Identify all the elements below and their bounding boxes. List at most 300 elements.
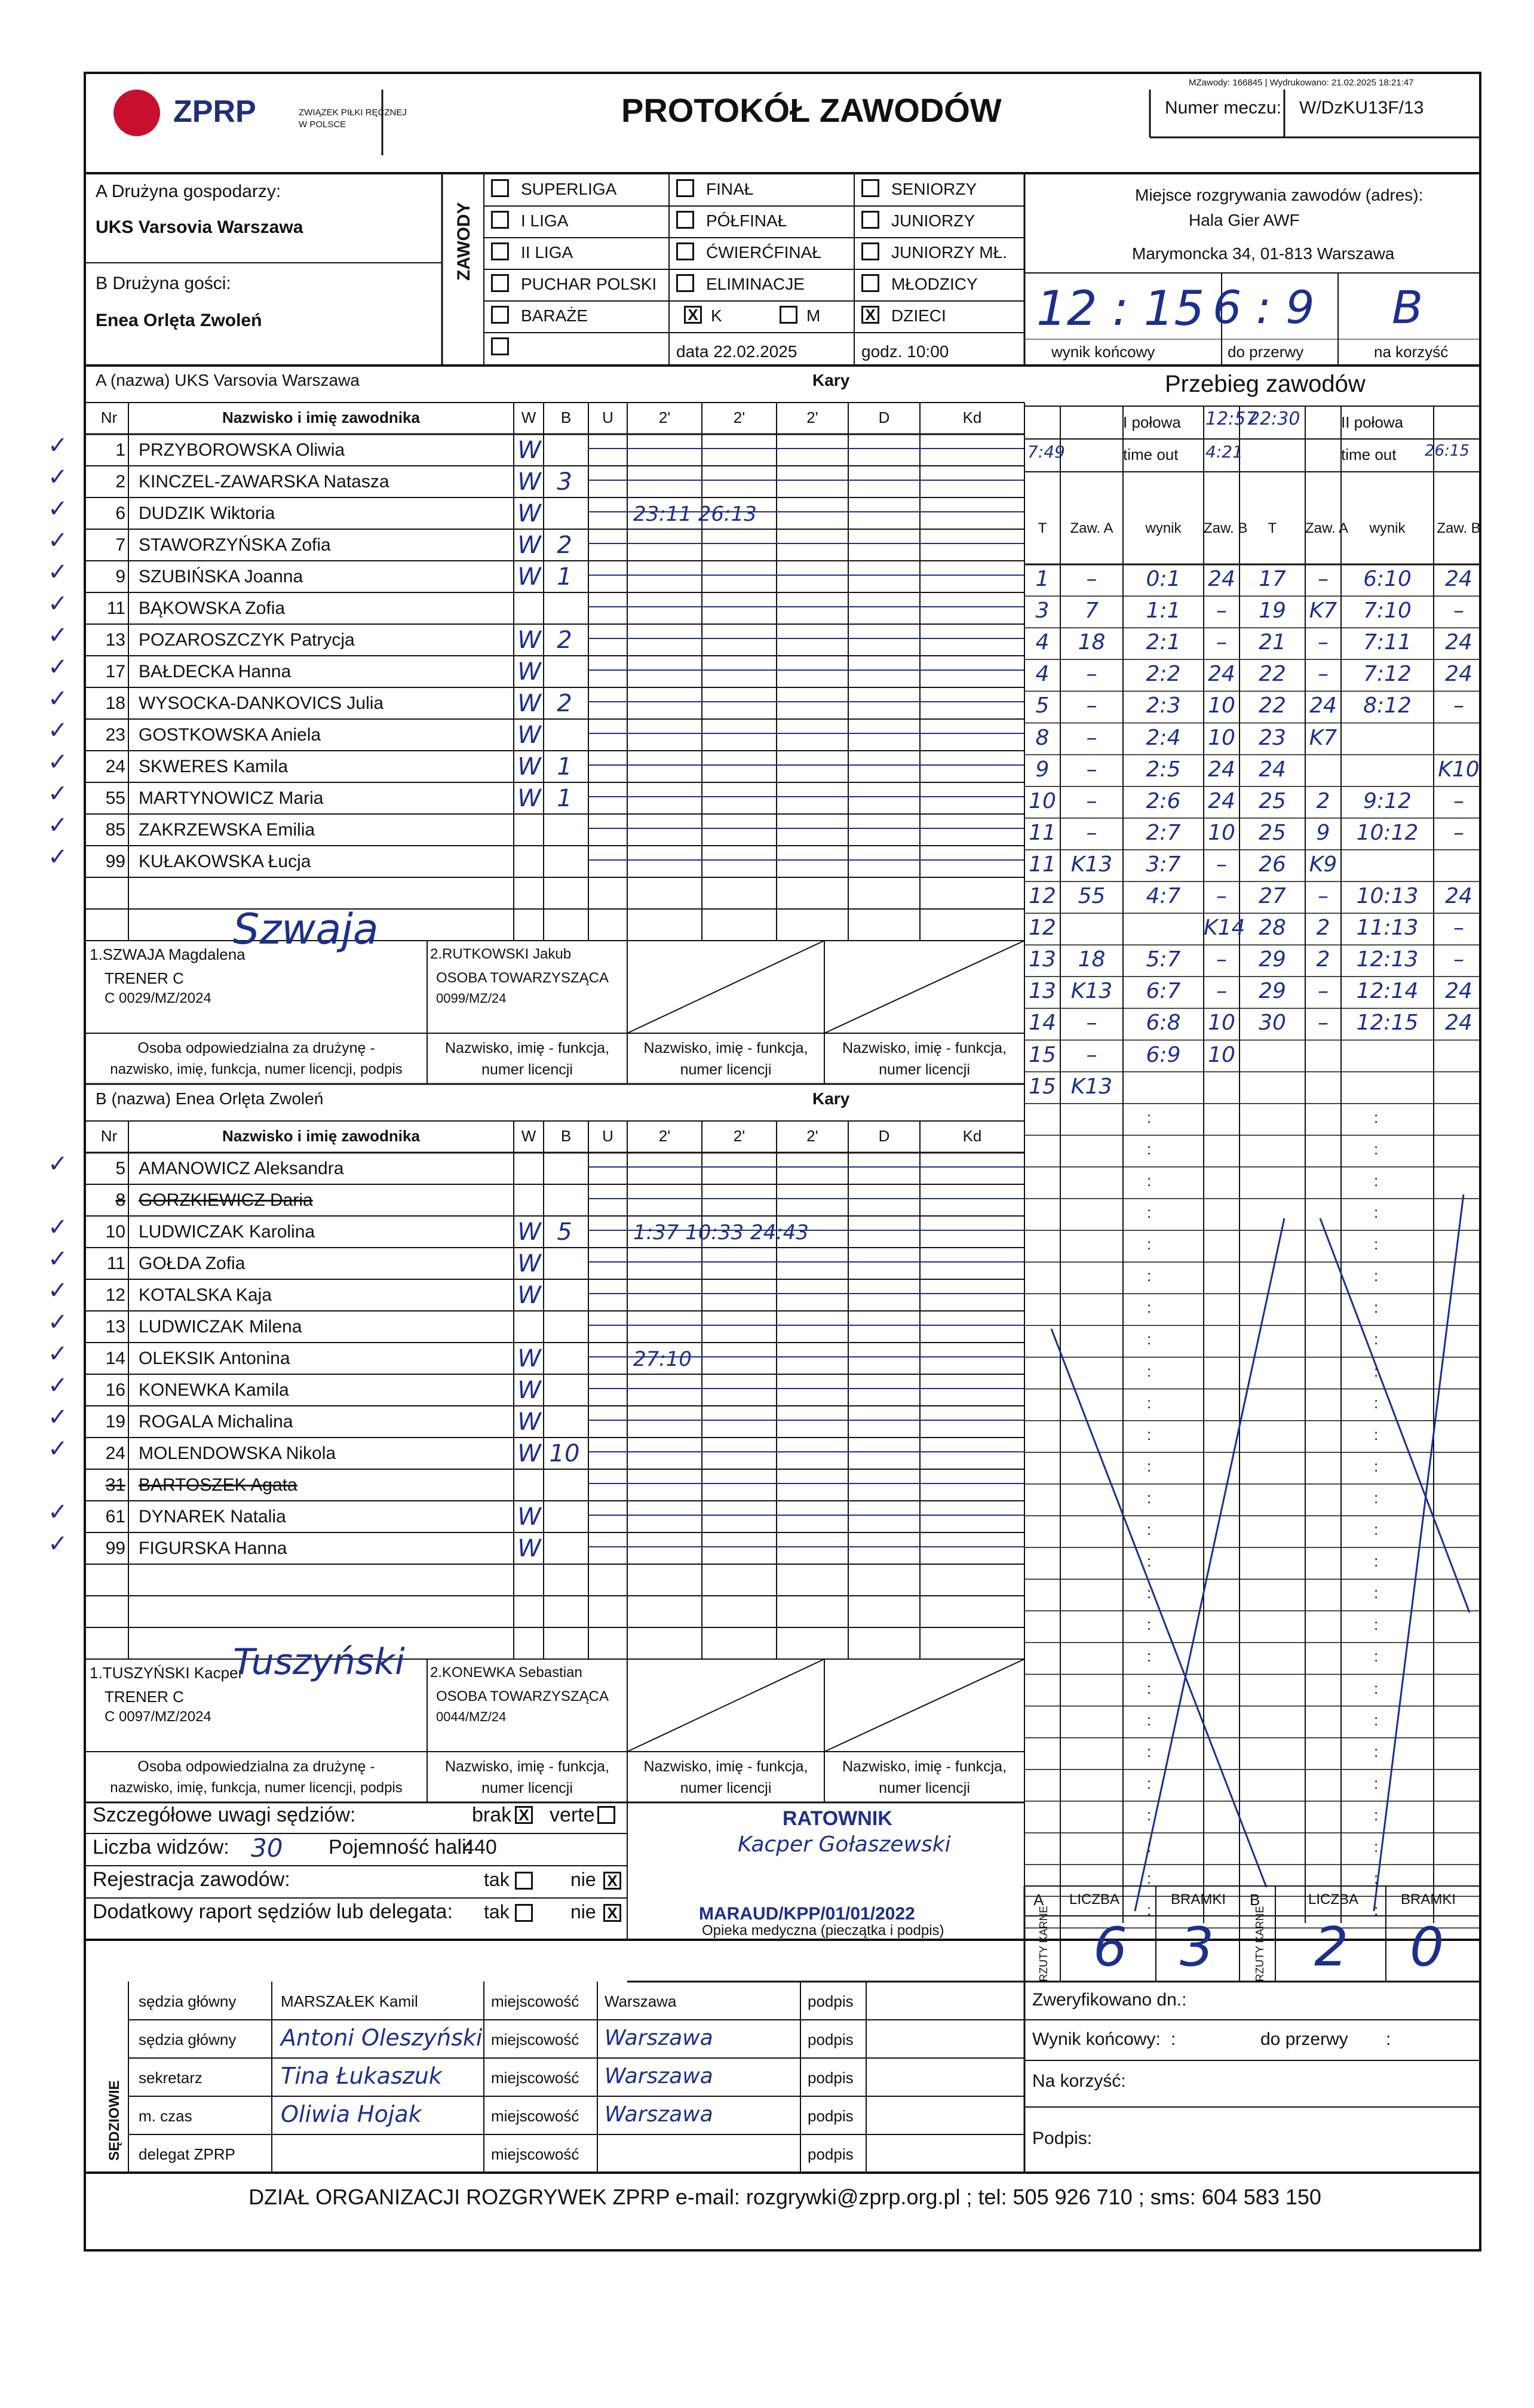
org-name-line2: W POLSCE xyxy=(299,119,346,130)
col2-option-1-label: PÓŁFINAŁ xyxy=(706,211,787,230)
player-number: 99 xyxy=(105,1538,125,1558)
match-time: godz. 10:00 xyxy=(861,342,949,361)
course-empty-colon: : xyxy=(1147,1521,1152,1538)
player-number: 11 xyxy=(106,598,125,618)
checkbox-bara-e[interactable] xyxy=(491,306,509,324)
course-cell-w1: 0:1 xyxy=(1146,567,1181,591)
course-empty-colon: : xyxy=(1147,1171,1152,1190)
check-mark: ✓ xyxy=(48,1436,68,1462)
team-a-col-d: D xyxy=(878,408,890,426)
extra-report-label: Dodatkowy raport sędziów lub delegata: xyxy=(93,1900,453,1923)
course-cell-w2: 8:12 xyxy=(1363,693,1412,718)
check-mark: ✓ xyxy=(48,432,68,459)
course-cell-a1: 55 xyxy=(1078,884,1106,908)
team-a-official2-name: 2.RUTKOWSKI Jakub xyxy=(430,946,572,962)
course-cell-a2: – xyxy=(1318,662,1329,687)
checkbox-col3-0[interactable] xyxy=(861,179,879,197)
player-w-mark: W xyxy=(517,658,541,686)
course-cell-b1: 10 xyxy=(1208,820,1235,845)
course-cell-t1: 8 xyxy=(1035,725,1050,750)
check-mark: ✓ xyxy=(48,1309,68,1335)
course-cell-a1: – xyxy=(1086,757,1097,782)
course-empty-colon: : xyxy=(1147,1488,1152,1507)
check-mark: ✓ xyxy=(48,686,68,712)
penalties-b-goals-label: BRAMKI xyxy=(1401,1891,1456,1908)
course-empty-colon: : xyxy=(1147,1838,1152,1856)
course-empty-colon: : xyxy=(1147,1298,1152,1317)
course-cell-b1: – xyxy=(1216,979,1227,1004)
player-w-mark: W xyxy=(517,563,541,591)
option-2-label: II LIGA xyxy=(521,243,573,262)
player-number: 16 xyxy=(105,1380,125,1400)
match-date: data 22.02.2025 xyxy=(676,342,797,361)
player-name: SZUBIŃSKA Joanna xyxy=(139,567,303,586)
course-col-2: wynik xyxy=(1145,520,1182,536)
referee-place-label: miejscowość xyxy=(491,2145,579,2163)
course-cell-t1: 14 xyxy=(1029,1010,1056,1036)
referee-place: Warszawa xyxy=(605,2026,713,2050)
course-cell-w1: 2:5 xyxy=(1146,757,1181,782)
course-cell-t2: 22 xyxy=(1259,662,1286,687)
team-a-team-title: A (nazwa) UKS Varsovia Warszawa xyxy=(96,371,360,389)
player-number: 2 xyxy=(115,472,125,492)
course-cell-a1: – xyxy=(1086,1010,1097,1036)
course-empty-colon: : xyxy=(1374,1710,1379,1729)
player-name: MARTYNOWICZ Maria xyxy=(139,788,324,808)
half2-label: II połowa xyxy=(1341,413,1404,431)
player-number: 13 xyxy=(105,1317,125,1337)
team-b-official1-license: C 0097/MZ/2024 xyxy=(105,1709,211,1725)
penalties-a-count: 6 xyxy=(1093,1916,1128,1979)
course-cell-a2: 9 xyxy=(1316,820,1330,845)
course-cell-a1: – xyxy=(1086,725,1097,750)
course-col-6: wynik xyxy=(1369,520,1406,536)
registration-no-checkbox[interactable]: X xyxy=(603,1872,621,1890)
verification-half-label: do przerwy xyxy=(1260,2029,1348,2049)
away-team-name: Enea Orlęta Zwoleń xyxy=(96,311,262,330)
course-cell-b1: 24 xyxy=(1208,757,1235,782)
course-cell-w1: 5:7 xyxy=(1146,947,1181,972)
referee-place: Warszawa xyxy=(605,2064,713,2088)
footer-contact: DZIAŁ ORGANIZACJI ROZGRYWEK ZPRP e-mail: rozgrywki@zprp.org.pl ; tel: 505 926 710 ; sms: 604 583 150 xyxy=(248,2185,1321,2209)
player-number: 8 xyxy=(115,1190,125,1210)
check-mark: ✓ xyxy=(48,1499,68,1525)
player-number: 9 xyxy=(115,567,125,586)
no-notes-checkbox[interactable]: X xyxy=(515,1806,533,1824)
referees-side-label: SĘDZIOWIE xyxy=(106,2080,122,2161)
course-cell-a1: – xyxy=(1086,820,1097,845)
timeout-b2: 26:15 xyxy=(1425,442,1469,460)
checkbox-col2-0[interactable] xyxy=(676,179,694,197)
verification-final-colon: : xyxy=(1171,2029,1176,2049)
check-mark: ✓ xyxy=(48,527,68,554)
player-number: 55 xyxy=(105,788,125,808)
player-number: 11 xyxy=(106,1254,125,1273)
checkbox-m[interactable] xyxy=(780,306,797,324)
course-cell-a1: K13 xyxy=(1070,979,1113,1004)
player-goals: 2 xyxy=(557,690,572,717)
course-empty-colon: : xyxy=(1147,1584,1152,1602)
penalties-b-count: 2 xyxy=(1314,1916,1349,1979)
course-cell-b1: – xyxy=(1216,947,1227,972)
course-cell-b2: 24 xyxy=(1445,630,1472,655)
course-cell-w2: 12:14 xyxy=(1356,979,1419,1004)
course-cell-w1: 2:3 xyxy=(1146,693,1181,718)
player-w-mark: W xyxy=(517,721,541,749)
course-empty-colon: : xyxy=(1374,1742,1379,1761)
match-number-label: Numer meczu: xyxy=(1165,98,1282,118)
course-empty-colon: : xyxy=(1374,1584,1379,1602)
course-empty-colon: : xyxy=(1374,1330,1379,1349)
course-col-5: Zaw. A xyxy=(1305,520,1349,536)
course-empty-colon: : xyxy=(1374,1140,1379,1158)
verification-sign-label: Podpis: xyxy=(1032,2128,1093,2148)
col3-option-3-label: MŁODZICY xyxy=(891,275,978,293)
player-number: 12 xyxy=(105,1285,125,1305)
course-cell-a2: 2 xyxy=(1316,788,1330,813)
player-w-mark: W xyxy=(517,785,541,812)
player-number: 5 xyxy=(115,1159,125,1178)
course-cell-b1: – xyxy=(1216,852,1227,877)
extra-report-no-checkbox[interactable]: X xyxy=(603,1904,621,1922)
team-b-caption-fn1-2: Nazwisko, imię - funkcja, xyxy=(842,1758,1007,1775)
player-number: 85 xyxy=(105,820,125,840)
course-empty-colon: : xyxy=(1374,1647,1379,1666)
checkbox-col2-3[interactable] xyxy=(676,274,694,292)
verification-winner-label: Na korzyść: xyxy=(1032,2071,1126,2091)
player-w-mark: W xyxy=(517,690,541,717)
player-name: BĄKOWSKA Zofia xyxy=(139,598,286,618)
course-cell-w1: 4:7 xyxy=(1146,884,1181,908)
player-w-mark: W xyxy=(517,753,541,781)
course-cell-a2: 2 xyxy=(1316,947,1330,972)
course-empty-colon: : xyxy=(1147,1710,1152,1729)
medic-name: Kacper Gołaszewski xyxy=(738,1832,951,1857)
course-cell-a2: – xyxy=(1318,979,1329,1004)
course-cell-t1: 12 xyxy=(1029,916,1056,941)
team-a-caption-fn1-1: Nazwisko, imię - funkcja, xyxy=(643,1040,808,1056)
player-goals: 1 xyxy=(557,785,572,812)
course-col-7: Zaw. B xyxy=(1437,520,1481,536)
check-mark: ✓ xyxy=(48,781,68,807)
penalties-a-side-label: RZUTY KARNE xyxy=(1038,1906,1050,1982)
course-cell-t2: 17 xyxy=(1259,567,1286,591)
team-a-caption-resp2: nazwisko, imię, funkcja, numer licencji, podpis xyxy=(110,1061,403,1077)
venue-name: Hala Gier AWF xyxy=(1189,211,1300,229)
course-cell-a1: – xyxy=(1086,567,1097,591)
verified-label: Zweryfikowano dn.: xyxy=(1032,1990,1187,2010)
course-cell-b2: – xyxy=(1453,598,1464,624)
team-a-caption-fn2-2: numer licencji xyxy=(879,1061,970,1078)
checkbox-k[interactable]: X xyxy=(684,306,702,324)
course-empty-colon: : xyxy=(1374,1362,1379,1380)
team-a-col-b: B xyxy=(560,408,572,426)
team-b-official2-role: OSOBA TOWARZYSZĄCA xyxy=(436,1688,609,1704)
course-empty-colon: : xyxy=(1374,1298,1379,1317)
team-a-col-name: Nazwisko i imię zawodnika xyxy=(222,408,420,426)
player-number: 24 xyxy=(105,757,125,776)
course-cell-t1: 5 xyxy=(1035,693,1050,718)
player-name: GORZKIEWICZ Daria xyxy=(139,1190,313,1210)
k-label: K xyxy=(711,306,722,325)
check-mark: ✓ xyxy=(48,812,68,838)
checkbox-col3-4[interactable]: X xyxy=(861,306,879,324)
col2-option-3-label: ELIMINACJE xyxy=(706,275,805,293)
player-number: 13 xyxy=(105,630,125,650)
team-b-col-w: W xyxy=(521,1127,536,1145)
referee-name: MARSZAŁEK Kamil xyxy=(281,1992,418,2010)
team-a-official1-license: C 0029/MZ/2024 xyxy=(105,990,211,1006)
course-empty-colon: : xyxy=(1147,1235,1152,1254)
team-b-col-p2b: 2' xyxy=(733,1127,745,1145)
course-empty-colon: : xyxy=(1374,1901,1379,1919)
team-b-caption-fn2-1: numer licencji xyxy=(680,1780,772,1796)
course-cell-w1: 2:1 xyxy=(1146,630,1181,655)
penalties-b-label: B xyxy=(1250,1891,1260,1909)
player-number: 6 xyxy=(115,503,125,523)
player-number: 10 xyxy=(105,1222,125,1242)
course-cell-b2: 24 xyxy=(1445,1010,1472,1036)
course-empty-colon: : xyxy=(1147,1805,1152,1824)
course-cell-t2: 28 xyxy=(1259,916,1286,941)
home-team-name: UKS Varsovia Warszawa xyxy=(96,217,303,237)
team-a-col-p2b: 2' xyxy=(733,408,745,426)
player-w-mark: W xyxy=(517,1408,541,1436)
check-mark: ✓ xyxy=(48,1151,68,1177)
team-b-caption-fn2-0: numer licencji xyxy=(481,1780,573,1796)
course-col-4: T xyxy=(1268,520,1277,536)
course-col-1: Zaw. A xyxy=(1070,520,1113,536)
form-title: PROTOKÓŁ ZAWODÓW xyxy=(621,91,1002,129)
course-cell-a1: – xyxy=(1086,788,1097,813)
course-cell-t1: 15 xyxy=(1029,1042,1056,1067)
course-empty-colon: : xyxy=(1147,1330,1152,1349)
course-cell-t2: 26 xyxy=(1259,852,1286,877)
course-cell-b2: – xyxy=(1453,916,1464,941)
registration-yes-checkbox[interactable] xyxy=(515,1872,533,1890)
player-number: 19 xyxy=(105,1412,125,1432)
half1-end: 22:30 xyxy=(1248,408,1300,429)
checkbox-ii-liga[interactable] xyxy=(491,242,509,260)
penalties-a-label: A xyxy=(1033,1891,1044,1909)
course-cell-w1: 6:9 xyxy=(1146,1042,1181,1067)
course-empty-colon: : xyxy=(1147,1647,1152,1666)
col2-option-0-label: FINAŁ xyxy=(706,180,754,198)
player-goals: 1 xyxy=(557,563,572,591)
verification-half-colon: : xyxy=(1386,2029,1391,2049)
course-cell-a2: K7 xyxy=(1309,598,1337,624)
referee-signature-label: podpis xyxy=(808,2145,854,2163)
course-cell-b2: 24 xyxy=(1445,567,1472,591)
course-cell-w1: 6:7 xyxy=(1146,979,1181,1004)
player-w-mark: W xyxy=(517,1282,541,1309)
player-goals: 2 xyxy=(557,626,572,654)
course-cell-b2: – xyxy=(1453,788,1464,813)
player-number: 23 xyxy=(105,725,125,745)
team-b-col-b: B xyxy=(560,1127,572,1145)
team-a-caption-fn2-0: numer licencji xyxy=(481,1061,573,1078)
player-number: 17 xyxy=(105,662,125,681)
player-name: KINCZEL-ZAWARSKA Natasza xyxy=(139,472,389,492)
course-empty-colon: : xyxy=(1147,1615,1152,1634)
team-b-col-d: D xyxy=(878,1127,890,1145)
team-b-caption-resp1: Osoba odpowiedzialna za drużynę - xyxy=(137,1758,375,1775)
course-cell-t1: 15 xyxy=(1029,1074,1056,1099)
player-name: POZAROSZCZYK Patrycja xyxy=(139,630,355,650)
referee-place-label: miejscowość xyxy=(491,2031,579,2048)
player-number: 24 xyxy=(105,1443,125,1463)
course-empty-colon: : xyxy=(1147,1742,1152,1761)
checkbox-extra[interactable] xyxy=(491,337,509,355)
course-cell-a2: K7 xyxy=(1309,725,1337,750)
course-cell-b1: 24 xyxy=(1208,788,1235,813)
course-cell-t2: 25 xyxy=(1259,820,1286,845)
course-cell-b1: 24 xyxy=(1208,662,1235,687)
referee-place: Warszawa xyxy=(605,1992,677,2010)
checkbox-superliga[interactable] xyxy=(491,179,509,197)
course-cell-b1: – xyxy=(1216,884,1227,908)
player-w-mark: W xyxy=(517,500,541,527)
course-empty-colon: : xyxy=(1147,1108,1152,1126)
player-w-mark: W xyxy=(517,1503,541,1531)
course-empty-colon: : xyxy=(1374,1425,1379,1443)
course-empty-colon: : xyxy=(1374,1679,1379,1697)
course-cell-a1: – xyxy=(1086,1042,1097,1067)
course-empty-colon: : xyxy=(1147,1901,1152,1919)
verte-checkbox[interactable] xyxy=(597,1806,615,1824)
course-empty-colon: : xyxy=(1374,1521,1379,1538)
extra-report-no-label: nie xyxy=(570,1901,596,1922)
player-suspensions: 27:10 xyxy=(633,1347,692,1371)
check-mark: ✓ xyxy=(48,1531,68,1557)
course-cell-t2: 23 xyxy=(1259,725,1286,750)
course-empty-colon: : xyxy=(1374,1488,1379,1507)
checkbox-puchar-polski[interactable] xyxy=(491,274,509,292)
course-empty-colon: : xyxy=(1147,1552,1152,1571)
course-cell-b1: 10 xyxy=(1208,725,1235,750)
checkbox-col3-3[interactable] xyxy=(861,274,879,292)
home-team-label: A Drużyna gospodarzy: xyxy=(96,182,281,201)
hall-capacity: 440 xyxy=(463,1836,497,1859)
check-mark: ✓ xyxy=(48,1214,68,1240)
checkbox-i-liga[interactable] xyxy=(491,211,509,229)
course-cell-t1: 12 xyxy=(1029,884,1056,908)
hall-capacity-label: Pojemność hali: xyxy=(329,1836,473,1859)
player-w-mark: W xyxy=(517,626,541,654)
player-name: ZAKRZEWSKA Emilia xyxy=(139,820,315,840)
away-team-label: B Drużyna gości: xyxy=(96,274,231,293)
course-cell-t1: 4 xyxy=(1035,630,1050,655)
venue-label: Miejsce rozgrywania zawodów (adres): xyxy=(1135,186,1423,204)
spectators-label: Liczba widzów: xyxy=(93,1836,229,1859)
player-name: GOŁDA Zofia xyxy=(139,1254,246,1273)
course-empty-colon: : xyxy=(1374,1235,1379,1254)
course-cell-b1: K14 xyxy=(1204,916,1245,941)
course-cell-b2: 24 xyxy=(1445,979,1472,1004)
player-name: OLEKSIK Antonina xyxy=(139,1349,290,1368)
course-cell-w1: 6:8 xyxy=(1146,1010,1181,1036)
player-name: ROGALA Michalina xyxy=(139,1412,293,1432)
team-b-official2-name: 2.KONEWKA Sebastian xyxy=(430,1664,582,1681)
check-mark: ✓ xyxy=(48,591,68,617)
course-cell-b2: – xyxy=(1453,820,1464,845)
m-label: M xyxy=(806,306,821,325)
player-name: KUŁAKOWSKA Łucja xyxy=(139,852,311,871)
final-score: 12 : 15 xyxy=(1036,281,1205,336)
course-cell-b1: 10 xyxy=(1208,693,1235,718)
referee-place: Warszawa xyxy=(605,2102,713,2127)
penalties-a-goals-label: BRAMKI xyxy=(1171,1891,1226,1908)
extra-report-yes-checkbox[interactable] xyxy=(515,1904,533,1922)
player-name: BAŁDECKA Hanna xyxy=(139,662,292,681)
medic-title: RATOWNIK xyxy=(783,1807,892,1830)
check-mark: ✓ xyxy=(48,1372,68,1399)
course-empty-colon: : xyxy=(1374,1203,1379,1221)
course-cell-a1: K13 xyxy=(1070,1074,1113,1099)
checkbox-col3-2[interactable] xyxy=(861,242,879,260)
team-b-coach-signature: Tuszyński xyxy=(233,1641,405,1683)
course-cell-t1: 13 xyxy=(1029,979,1056,1004)
team-a-col-kd: Kd xyxy=(962,408,982,426)
player-name: LUDWICZAK Milena xyxy=(139,1317,302,1337)
team-b-official1-name: 1.TUSZYŃSKI Kacper xyxy=(90,1664,244,1682)
course-cell-t2: 27 xyxy=(1259,884,1286,908)
timeout-label-1: time out xyxy=(1123,446,1179,463)
team-a-caption-fn1-0: Nazwisko, imię - funkcja, xyxy=(444,1040,610,1056)
team-a-official2-license: 0099/MZ/24 xyxy=(436,991,507,1006)
course-cell-t1: 10 xyxy=(1029,788,1056,813)
course-cell-w1: 2:4 xyxy=(1146,725,1181,750)
course-cell-t1: 13 xyxy=(1029,947,1056,972)
course-empty-colon: : xyxy=(1374,1615,1379,1634)
checkbox-col3-1[interactable] xyxy=(861,211,879,229)
player-name: GOSTKOWSKA Aniela xyxy=(139,725,321,745)
team-a-caption-resp1: Osoba odpowiedzialna za drużynę - xyxy=(137,1040,375,1056)
course-cell-t1: 9 xyxy=(1035,757,1050,782)
course-cell-b1: 10 xyxy=(1208,1042,1235,1067)
course-cell-w1: 2:2 xyxy=(1146,662,1181,687)
checkbox-col2-1[interactable] xyxy=(676,211,694,229)
zawody-label: ZAWODY xyxy=(454,202,474,281)
course-cell-w2: 7:12 xyxy=(1363,662,1412,687)
player-goals: 1 xyxy=(557,753,572,781)
player-number: 14 xyxy=(105,1349,125,1368)
course-empty-colon: : xyxy=(1374,1171,1379,1190)
player-number: 31 xyxy=(105,1475,125,1495)
half-score: 6 : 9 xyxy=(1213,281,1315,334)
no-notes-label: brak xyxy=(472,1804,512,1826)
team-a-caption-fn2-1: numer licencji xyxy=(680,1061,772,1078)
course-cell-w1: 3:7 xyxy=(1146,852,1181,877)
course-cell-w2: 6:10 xyxy=(1363,567,1412,591)
player-name: BARTOSZEK Agata xyxy=(139,1475,297,1495)
course-col-3: Zaw. B xyxy=(1204,520,1248,536)
player-w-mark: W xyxy=(517,437,541,464)
course-cell-b2: 24 xyxy=(1445,662,1472,687)
team-b-caption-fn2-2: numer licencji xyxy=(879,1780,970,1796)
course-col-0: T xyxy=(1038,520,1047,536)
checkbox-col2-2[interactable] xyxy=(676,242,694,260)
team-b-col-p2a: 2' xyxy=(658,1127,671,1145)
print-stamp: MZawody: 166845 | Wydrukowano: 21.02.2025 18:21:47 xyxy=(1189,78,1414,88)
player-suspensions: 23:11 26:13 xyxy=(633,502,757,526)
col2-option-2-label: ĆWIERĆFINAŁ xyxy=(706,243,821,262)
course-cell-t2: 29 xyxy=(1259,947,1286,972)
course-cell-t2: 24 xyxy=(1259,757,1286,782)
referee-role: delegat ZPRP xyxy=(139,2145,235,2163)
course-cell-a1: 7 xyxy=(1085,598,1099,624)
team-a-col-u: U xyxy=(602,408,613,426)
